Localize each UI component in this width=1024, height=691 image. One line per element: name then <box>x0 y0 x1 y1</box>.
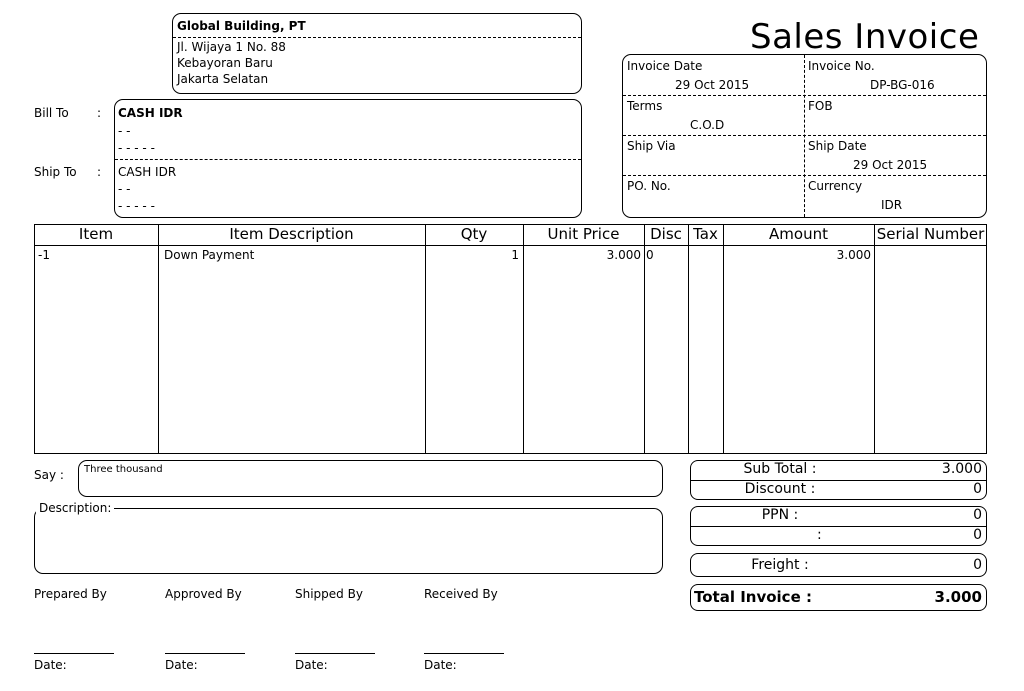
company-name: Global Building, PT <box>177 19 306 33</box>
shipped-signature-line <box>295 653 375 654</box>
currency-value: IDR <box>881 198 903 212</box>
approved-signature-line <box>165 653 245 654</box>
say-value: Three thousand <box>84 464 163 475</box>
col-header-unit-price: Unit Price <box>547 225 620 243</box>
shipped-by-label: Shipped By <box>295 587 363 601</box>
po-label: PO. No. <box>627 179 671 193</box>
sub-total-label: Sub Total : <box>743 461 817 477</box>
invoice-date-value: 29 Oct 2015 <box>675 78 750 92</box>
received-signature-line <box>424 653 504 654</box>
ship-to-label: Ship To <box>34 165 77 179</box>
prepared-signature-line <box>34 653 114 654</box>
say-label: Say : <box>34 468 64 482</box>
description-box <box>34 508 663 574</box>
ship-to-line-2: - - - - - <box>118 199 155 213</box>
terms-label: Terms <box>627 99 663 113</box>
blank-tax-value: 0 <box>973 527 982 543</box>
freight-label: Freight : <box>751 557 809 573</box>
prepared-date-label: Date: <box>34 658 67 672</box>
ship-date-value: 29 Oct 2015 <box>853 158 928 172</box>
ppn-value: 0 <box>973 507 982 523</box>
col-header-tax: Tax <box>693 225 718 243</box>
currency-label: Currency <box>808 179 863 193</box>
row-item: -1 <box>38 248 50 262</box>
col-header-qty: Qty <box>460 225 488 243</box>
bill-to-label: Bill To <box>34 106 69 120</box>
col-header-serial: Serial Number <box>876 225 985 243</box>
col-header-item: Item <box>78 225 114 243</box>
bill-to-name: CASH IDR <box>118 106 183 120</box>
prepared-by-label: Prepared By <box>34 587 107 601</box>
terms-value: C.O.D <box>690 118 725 132</box>
bill-to-line-1: - - <box>118 124 131 138</box>
fob-label: FOB <box>808 99 833 113</box>
ppn-label: PPN : <box>761 507 799 523</box>
approved-by-label: Approved By <box>165 587 242 601</box>
total-invoice-value: 3.000 <box>934 588 982 606</box>
ship-via-label: Ship Via <box>627 139 676 153</box>
shipped-date-label: Date: <box>295 658 328 672</box>
ship-to-name: CASH IDR <box>118 165 177 179</box>
row-amount: 3.000 <box>836 248 871 262</box>
description-label: Description: <box>36 501 114 515</box>
blank-tax-label: : <box>817 527 822 543</box>
ship-to-sep: : <box>97 165 102 179</box>
col-header-amount: Amount <box>769 225 828 243</box>
col-header-description: Item Description <box>229 225 354 243</box>
company-address-2: Kebayoran Baru <box>177 56 273 70</box>
invoice-no-value: DP-BG-016 <box>870 78 935 92</box>
discount-value: 0 <box>973 481 982 497</box>
row-qty: 1 <box>511 248 519 262</box>
say-box <box>78 460 663 497</box>
received-date-label: Date: <box>424 658 457 672</box>
total-invoice-label: Total Invoice : <box>694 588 812 606</box>
approved-date-label: Date: <box>165 658 198 672</box>
ship-to-line-1: - - <box>118 182 131 196</box>
col-header-disc: Disc <box>650 225 682 243</box>
invoice-title: Sales Invoice <box>750 17 980 57</box>
row-description: Down Payment <box>164 248 255 262</box>
received-by-label: Received By <box>424 587 498 601</box>
company-address-1: Jl. Wijaya 1 No. 88 <box>177 40 286 54</box>
row-unit-price: 3.000 <box>606 248 641 262</box>
discount-label: Discount : <box>744 481 816 497</box>
sub-total-value: 3.000 <box>941 461 982 477</box>
company-address-3: Jakarta Selatan <box>177 72 269 86</box>
bill-to-sep: : <box>97 106 102 120</box>
ship-date-label: Ship Date <box>808 139 867 153</box>
bill-to-line-2: - - - - - <box>118 141 155 155</box>
invoice-date-label: Invoice Date <box>627 59 703 73</box>
freight-value: 0 <box>973 557 982 573</box>
row-disc: 0 <box>646 248 654 262</box>
invoice-no-label: Invoice No. <box>808 59 875 73</box>
